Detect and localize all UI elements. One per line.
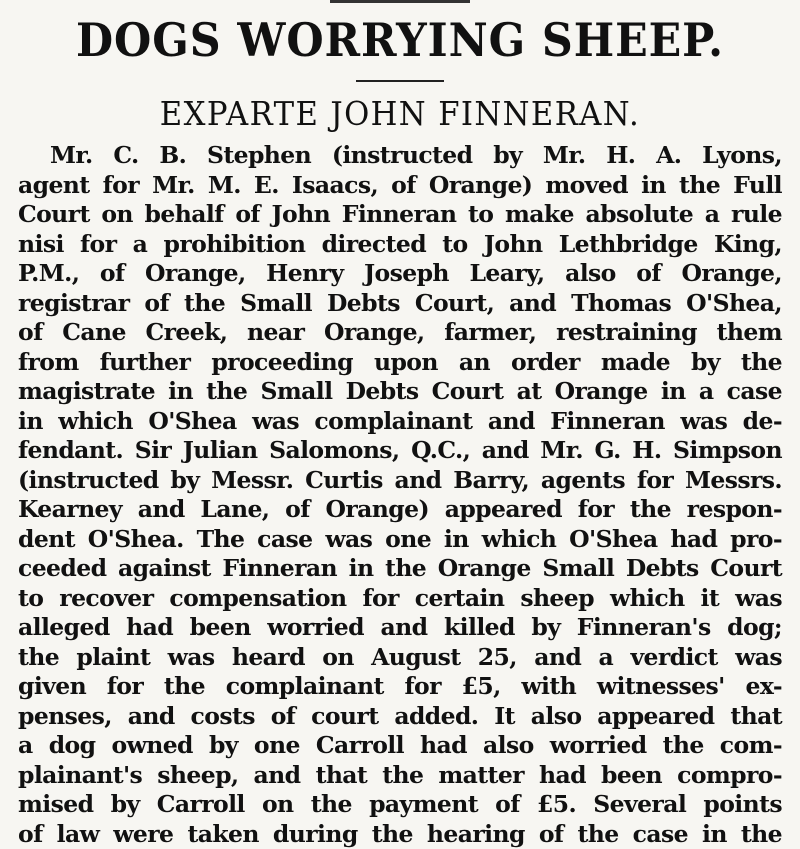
body-line: plainant's sheep, and that the matter had been compro- bbox=[18, 761, 782, 791]
body-line: registrar of the Small Debts Court, and Thomas O'Shea, bbox=[18, 289, 782, 319]
body-line: from further proceeding upon an order made by the bbox=[18, 348, 782, 378]
body-line: of law were taken during the hearing of the case in the bbox=[18, 820, 782, 849]
body-line: given for the complainant for £5, with witnesses' ex- bbox=[18, 672, 782, 702]
body-line: penses, and costs of court added. It also appeared that bbox=[18, 702, 782, 732]
divider-rule bbox=[356, 80, 444, 82]
article-body bbox=[18, 141, 782, 849]
headline: DOGS WORRYING SHEEP. bbox=[28, 12, 772, 68]
body-line: alleged had been worried and killed by Finneran's dog; bbox=[18, 613, 782, 643]
body-line: fendant. Sir Julian Salomons, Q.C., and Mr. G. H. Simpson bbox=[18, 436, 782, 466]
body-line: P.M., of Orange, Henry Joseph Leary, also of Orange, bbox=[18, 259, 782, 289]
body-line: dent O'Shea. The case was one in which O'Shea had pro- bbox=[18, 525, 782, 555]
body-line: magistrate in the Small Debts Court at Orange in a case bbox=[18, 377, 782, 407]
body-line: in which O'Shea was complainant and Finneran was de- bbox=[18, 407, 782, 437]
body-line: Court on behalf of John Finneran to make absolute a rule bbox=[18, 200, 782, 230]
body-line: Kearney and Lane, of Orange) appeared for the respon- bbox=[18, 495, 782, 525]
body-line: of Cane Creek, near Orange, farmer, restraining them bbox=[18, 318, 782, 348]
body-line: ceeded against Finneran in the Orange Small Debts Court bbox=[18, 554, 782, 584]
body-line: mised by Carroll on the payment of £5. Several points bbox=[18, 790, 782, 820]
body-line: a dog owned by one Carroll had also worried the com- bbox=[18, 731, 782, 761]
body-line: Mr. C. B. Stephen (instructed by Mr. H. A. Lyons, bbox=[18, 141, 782, 171]
body-line: the plaint was heard on August 25, and a verdict was bbox=[18, 643, 782, 673]
subhead: EXPARTE JOHN FINNERAN. bbox=[28, 92, 772, 136]
body-line: to recover compensation for certain sheep which it was bbox=[18, 584, 782, 614]
body-line: nisi for a prohibition directed to John Lethbridge King, bbox=[18, 230, 782, 260]
body-line: agent for Mr. M. E. Isaacs, of Orange) moved in the Full bbox=[18, 171, 782, 201]
top-rule bbox=[0, 0, 800, 10]
body-line: (instructed by Messr. Curtis and Barry, agents for Messrs. bbox=[18, 466, 782, 496]
